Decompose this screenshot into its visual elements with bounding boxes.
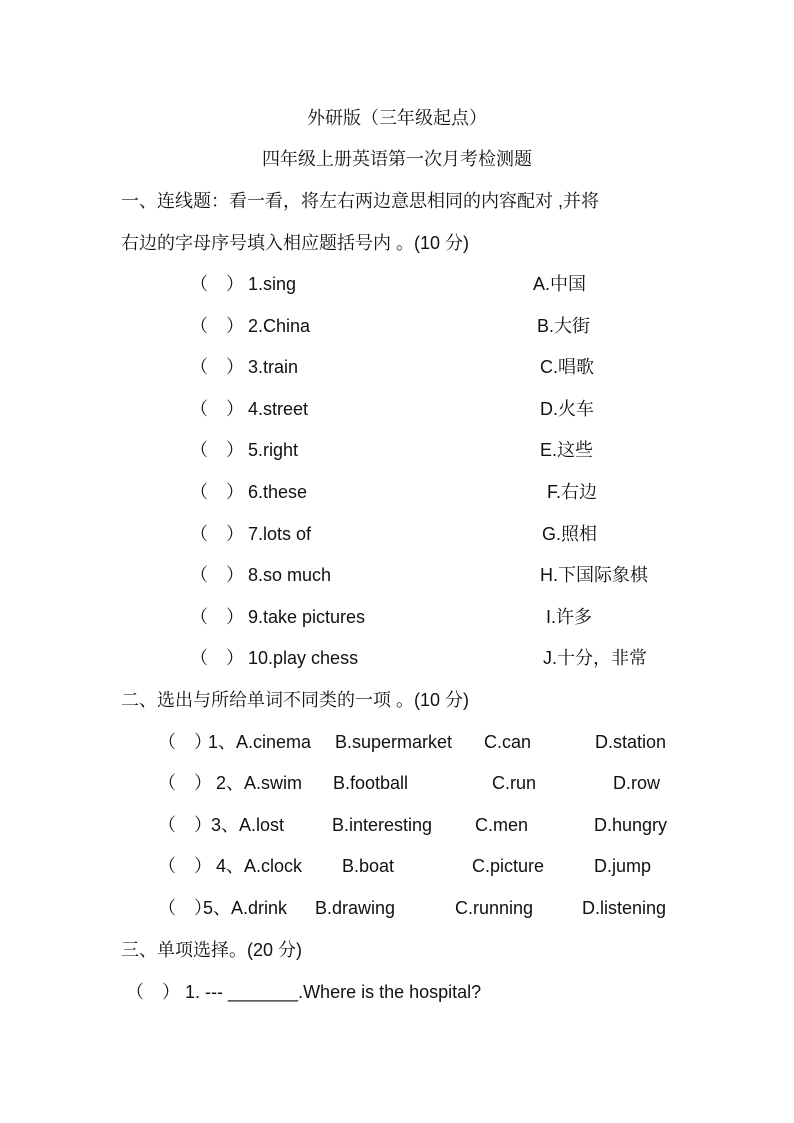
option-d: D.station	[595, 732, 667, 752]
chinese-meaning: J.十分，非常	[543, 648, 648, 668]
answer-blank[interactable]: （ ）	[158, 815, 212, 835]
chinese-meaning: E.这些	[540, 440, 594, 460]
section2-title: 二、选出与所给单词不同类的一项 。(10 分)	[121, 690, 470, 710]
english-term: 5.right	[248, 440, 299, 460]
chinese-meaning: H.下国际象棋	[540, 565, 648, 585]
option-b: B.football	[333, 773, 409, 793]
answer-blank[interactable]: （ ）	[190, 482, 244, 502]
english-term: 2.China	[248, 316, 311, 336]
english-term: 1.sing	[248, 274, 297, 294]
option-c: C.run	[492, 773, 537, 793]
section1-title-line2: 右边的字母序号填入相应题括号内 。(10 分)	[121, 233, 470, 253]
option-d: D.row	[613, 773, 661, 793]
section3-title: 三、单项选择。(20 分)	[121, 940, 303, 960]
answer-blank[interactable]: （ ）	[158, 732, 212, 752]
option-d: D.jump	[594, 856, 652, 876]
option-b: B.supermarket	[335, 732, 453, 752]
option-c: C.picture	[472, 856, 545, 876]
chinese-meaning: C.唱歌	[540, 357, 594, 377]
option-d: D.listening	[582, 898, 667, 918]
answer-blank[interactable]: （ ）	[190, 440, 244, 460]
chinese-meaning: I.许多	[546, 607, 593, 627]
answer-blank[interactable]: （ ）	[190, 357, 244, 377]
answer-blank[interactable]: （ ）	[158, 898, 212, 918]
option-a: 3、A.lost	[211, 815, 285, 835]
option-c: C.men	[475, 815, 529, 835]
option-b: B.interesting	[332, 815, 433, 835]
section1-title-line1: 一、连线题：看一看，将左右两边意思相同的内容配对 ,并将	[121, 191, 599, 211]
answer-blank[interactable]: （ ）	[190, 648, 244, 668]
answer-blank[interactable]: （ ）	[126, 982, 180, 1002]
option-c: C.can	[484, 732, 532, 752]
answer-blank[interactable]: （ ）	[190, 274, 244, 294]
option-a: 5、A.drink	[203, 898, 288, 918]
publisher-title: 外研版（三年级起点）	[307, 108, 487, 128]
english-term: 6.these	[248, 482, 308, 502]
option-d: D.hungry	[594, 815, 668, 835]
option-a: 1、A.cinema	[208, 732, 312, 752]
chinese-meaning: A.中国	[533, 274, 587, 294]
english-term: 3.train	[248, 357, 299, 377]
option-b: B.drawing	[315, 898, 396, 918]
chinese-meaning: G.照相	[542, 524, 598, 544]
answer-blank[interactable]: （ ）	[158, 773, 212, 793]
chinese-meaning: F.右边	[547, 482, 598, 502]
option-a: 2、A.swim	[216, 773, 303, 793]
english-term: 7.lots of	[248, 524, 312, 544]
chinese-meaning: B.大街	[537, 316, 591, 336]
answer-blank[interactable]: （ ）	[190, 565, 244, 585]
chinese-meaning: D.火车	[540, 399, 594, 419]
exam-title: 四年级上册英语第一次月考检测题	[262, 149, 532, 169]
answer-blank[interactable]: （ ）	[158, 856, 212, 876]
answer-blank[interactable]: （ ）	[190, 316, 244, 336]
question-text: 1. --- _______.Where is the hospital?	[185, 982, 482, 1002]
english-term: 8.so much	[248, 565, 332, 585]
english-term: 10.play chess	[248, 648, 359, 668]
option-a: 4、A.clock	[216, 856, 303, 876]
answer-blank[interactable]: （ ）	[190, 607, 244, 627]
answer-blank[interactable]: （ ）	[190, 399, 244, 419]
option-b: B.boat	[342, 856, 395, 876]
english-term: 9.take pictures	[248, 607, 366, 627]
answer-blank[interactable]: （ ）	[190, 524, 244, 544]
english-term: 4.street	[248, 399, 309, 419]
option-c: C.running	[455, 898, 534, 918]
